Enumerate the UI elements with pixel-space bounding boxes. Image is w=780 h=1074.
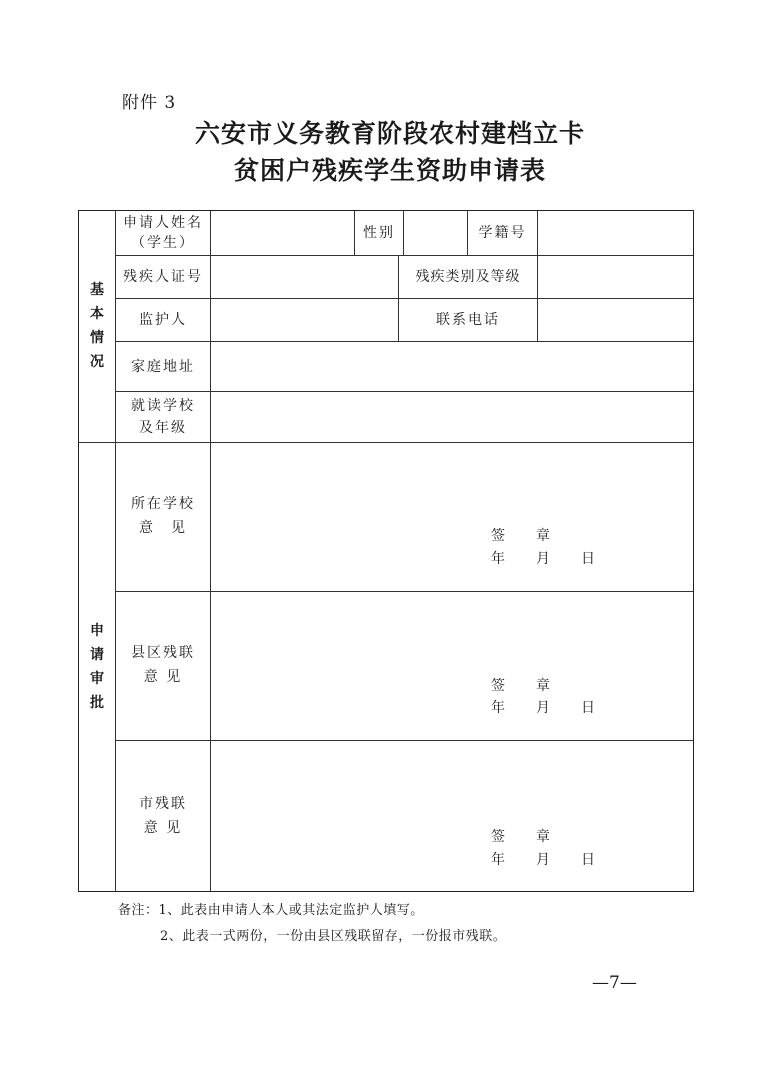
student-no-label: 学籍号: [478, 225, 527, 241]
city-date-label: 年 月 日: [491, 852, 596, 868]
guardian-label: 监护人: [139, 312, 187, 328]
county-seal-label: 签 章: [491, 678, 551, 694]
note-1: 备注：1、此表由申请人本人或其法定监护人填写。: [118, 903, 424, 918]
section-application-review: 申请审批: [90, 623, 104, 711]
note-2: 2、此表一式两份，一份由县区残联留存，一份报市残联。: [160, 929, 507, 944]
student-no-field[interactable]: [538, 211, 693, 255]
applicant-name-field[interactable]: [211, 211, 354, 255]
row-line: [115, 740, 693, 741]
review-label-line-2: 意 见: [143, 669, 183, 685]
county-date-label: 年 月 日: [491, 700, 596, 716]
phone-label: 联系电话: [436, 312, 500, 328]
phone-field[interactable]: [538, 299, 693, 341]
guardian-field[interactable]: [211, 299, 398, 341]
school-opinion-label: [116, 491, 210, 541]
row-line: [115, 591, 693, 592]
county-federation-opinion-label: [116, 640, 210, 690]
section-line: [79, 442, 693, 443]
gender-field[interactable]: [404, 211, 467, 255]
applicant-name-label: [116, 211, 210, 255]
disability-cert-label: 残疾人证号: [123, 269, 203, 285]
review-label-line-2: 意 见: [143, 820, 183, 836]
gender-label: 性别: [363, 225, 395, 241]
disability-type-field[interactable]: [538, 256, 693, 298]
applicant-name-sub-text: （学生）: [131, 235, 195, 251]
address-label: 家庭地址: [131, 358, 195, 375]
review-label-line-1: 市残联: [139, 796, 187, 812]
review-label-line-1: 县区残联: [131, 645, 195, 661]
city-federation-opinion-label: [116, 791, 210, 841]
section-basic-info: 基本情况: [90, 282, 104, 370]
school-date-label: 年 月 日: [491, 551, 596, 567]
school-label-line-1: 就读学校: [131, 398, 195, 414]
application-form-table: [78, 210, 694, 892]
form-title-line-2: 贫困户残疾学生资助申请表: [233, 156, 546, 185]
school-label-line-2: 及年级: [139, 420, 187, 436]
attachment-label: 附件 3: [122, 93, 177, 113]
address-field[interactable]: [211, 342, 693, 391]
review-label-line-1: 所在学校: [131, 496, 195, 512]
applicant-name-label-text: 申请人姓名: [123, 215, 203, 231]
page-number: —7—: [592, 973, 637, 993]
school-field[interactable]: [211, 392, 693, 442]
city-seal-label: 签 章: [491, 829, 551, 845]
disability-type-label: 残疾类别及等级: [415, 269, 521, 285]
form-title-line-1: 六安市义务教育阶段农村建档立卡: [194, 119, 585, 148]
school-seal-label: 签 章: [491, 528, 551, 544]
school-label: [116, 392, 210, 442]
disability-cert-field[interactable]: [211, 256, 398, 298]
review-label-line-2: 意 见: [139, 520, 187, 536]
